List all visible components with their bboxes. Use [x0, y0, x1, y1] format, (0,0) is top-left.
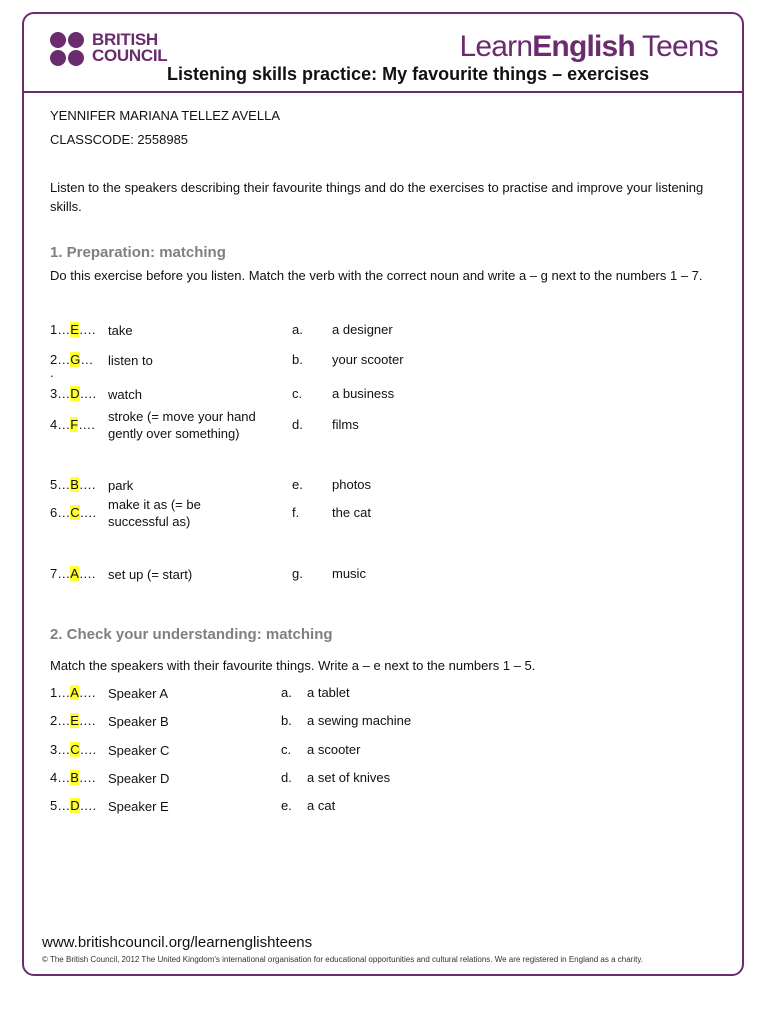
item-number-prefix: 1… — [50, 322, 71, 337]
noun-text: photos — [332, 477, 372, 492]
exercise2-row — [50, 742, 730, 762]
option-letter: d. — [292, 417, 303, 432]
exercise2-row — [50, 685, 730, 705]
noun-text: films — [332, 417, 359, 432]
noun-text: the cat — [332, 505, 372, 520]
exercise1-row — [50, 322, 730, 342]
brand-english: English — [532, 30, 635, 63]
item-number — [50, 798, 96, 813]
header-divider — [22, 91, 744, 93]
learnenglish-teens-brand — [459, 30, 718, 64]
page-title: Listening skills practice: My favourite things – exercises — [167, 64, 650, 84]
answer-field[interactable]: C — [70, 505, 80, 520]
speaker-text: Speaker C — [108, 743, 170, 758]
item-number — [50, 770, 96, 785]
item-number — [50, 417, 95, 432]
option-letter: c. — [281, 742, 292, 757]
option-letter: b. — [292, 352, 303, 367]
logo-line1: BRITISH — [92, 30, 158, 49]
exercise1-row — [50, 566, 730, 586]
item-number-prefix: 6… — [50, 505, 71, 520]
verb-text: watch — [108, 387, 142, 402]
footer-url[interactable]: www.britishcouncil.org/learnenglishteens — [42, 934, 313, 951]
item-number — [50, 322, 96, 337]
option-letter: a. — [292, 322, 303, 337]
speaker-text: Speaker B — [108, 714, 169, 729]
option-letter: b. — [281, 713, 292, 728]
student-name: YENNIFER MARIANA TELLEZ AVELLA — [50, 108, 280, 123]
thing-text: a set of knives — [307, 770, 391, 785]
item-number-prefix: 7… — [50, 566, 71, 581]
answer-field[interactable]: E — [70, 322, 79, 337]
exercise2-row — [50, 713, 730, 733]
item-number-suffix: …. — [78, 770, 96, 785]
item-number-suffix: …. — [78, 713, 96, 728]
verb-text: take — [108, 323, 133, 338]
item-number — [50, 685, 96, 700]
class-code: CLASSCODE: 2558985 — [50, 132, 189, 147]
verb-text: set up (= start) — [108, 567, 193, 582]
item-number-prefix: 5… — [50, 477, 71, 492]
footer-copyright: © The British Council, 2012 The United Kingdom's international organisation for educational opportunities and cultural relations. We are registered in England as a charity. — [42, 955, 643, 964]
answer-field[interactable]: F — [70, 417, 79, 432]
thing-text: a sewing machine — [307, 713, 412, 728]
option-letter: g. — [292, 566, 303, 581]
exercise2-row — [50, 770, 730, 790]
item-number-suffix: …. — [78, 477, 96, 492]
answer-field[interactable]: D — [70, 798, 80, 813]
answer-field[interactable]: B — [70, 477, 79, 492]
answer-field[interactable]: C — [70, 742, 80, 757]
thing-text: a scooter — [307, 742, 361, 757]
item-number-prefix: 2… — [50, 352, 71, 367]
item-number-suffix: …. — [79, 386, 97, 401]
verb-text: stroke (= move your hand gently over something) — [108, 409, 256, 441]
answer-field[interactable]: A — [70, 685, 79, 700]
option-letter: c. — [292, 386, 303, 401]
speaker-text: Speaker A — [108, 686, 168, 701]
item-number — [50, 713, 96, 728]
british-council-logo — [50, 32, 167, 68]
speaker-text: Speaker E — [108, 799, 169, 814]
brand-learn: Learn — [459, 30, 533, 63]
option-letter: f. — [292, 505, 300, 520]
speaker-text: Speaker D — [108, 771, 170, 786]
exercise2-heading: 2. Check your understanding: matching — [50, 626, 333, 643]
item-number-suffix: …. — [78, 417, 95, 432]
item-number — [50, 505, 96, 520]
row-trailing-dot: . — [50, 365, 54, 380]
item-number-suffix: … — [80, 352, 94, 367]
item-number-prefix: 3… — [50, 386, 71, 401]
item-number-suffix: …. — [79, 742, 97, 757]
thing-text: a cat — [307, 798, 336, 813]
item-number — [50, 477, 96, 492]
verb-text: make it as (= be successful as) — [108, 497, 201, 529]
item-number-suffix: …. — [78, 566, 96, 581]
item-number-suffix: …. — [78, 322, 96, 337]
brand-teens: Teens — [634, 30, 718, 63]
logo-line2: COUNCIL — [92, 46, 168, 65]
item-number-prefix: 5… — [50, 798, 71, 813]
item-number-suffix: …. — [79, 505, 97, 520]
answer-field[interactable]: E — [70, 713, 79, 728]
item-number — [50, 352, 93, 367]
exercise1-row — [50, 386, 730, 406]
option-letter: e. — [292, 477, 303, 492]
exercise1-row — [50, 497, 730, 529]
exercise1-heading: 1. Preparation: matching — [50, 244, 226, 261]
item-number — [50, 566, 96, 581]
noun-text: music — [332, 566, 366, 581]
item-number — [50, 742, 96, 757]
intro-text: Listen to the speakers describing their favourite things and do the exercises to practise and improve your listening skills. — [50, 180, 704, 214]
exercise1-row — [50, 477, 730, 497]
option-letter: e. — [281, 798, 292, 813]
noun-text: a designer — [332, 322, 393, 337]
answer-field[interactable]: A — [70, 566, 79, 581]
answer-field[interactable]: D — [70, 386, 80, 401]
item-number-prefix: 4… — [50, 417, 71, 432]
option-letter: a. — [281, 685, 292, 700]
item-number-suffix: …. — [78, 685, 96, 700]
answer-field[interactable]: G — [70, 352, 81, 367]
logo-dots-icon — [50, 32, 86, 68]
item-number-suffix: …. — [79, 798, 97, 813]
answer-field[interactable]: B — [70, 770, 79, 785]
noun-text: your scooter — [332, 352, 404, 367]
exercise2-row — [50, 798, 730, 818]
thing-text: a tablet — [307, 685, 350, 700]
item-number — [50, 386, 96, 401]
verb-text: listen to — [108, 353, 153, 368]
noun-text: a business — [332, 386, 395, 401]
item-number-prefix: 3… — [50, 742, 71, 757]
item-number-prefix: 1… — [50, 685, 71, 700]
exercise1-row — [50, 409, 730, 441]
item-number-prefix: 2… — [50, 713, 71, 728]
verb-text: park — [108, 478, 134, 493]
exercise1-instruction: Do this exercise before you listen. Match the verb with the correct noun and write a – g next to the numbers 1 – 7. — [50, 268, 703, 283]
item-number-prefix: 4… — [50, 770, 71, 785]
exercise2-instruction: Match the speakers with their favourite things. Write a – e next to the numbers 1 – 5. — [50, 658, 536, 673]
option-letter: d. — [281, 770, 292, 785]
exercise1-row — [50, 352, 730, 380]
